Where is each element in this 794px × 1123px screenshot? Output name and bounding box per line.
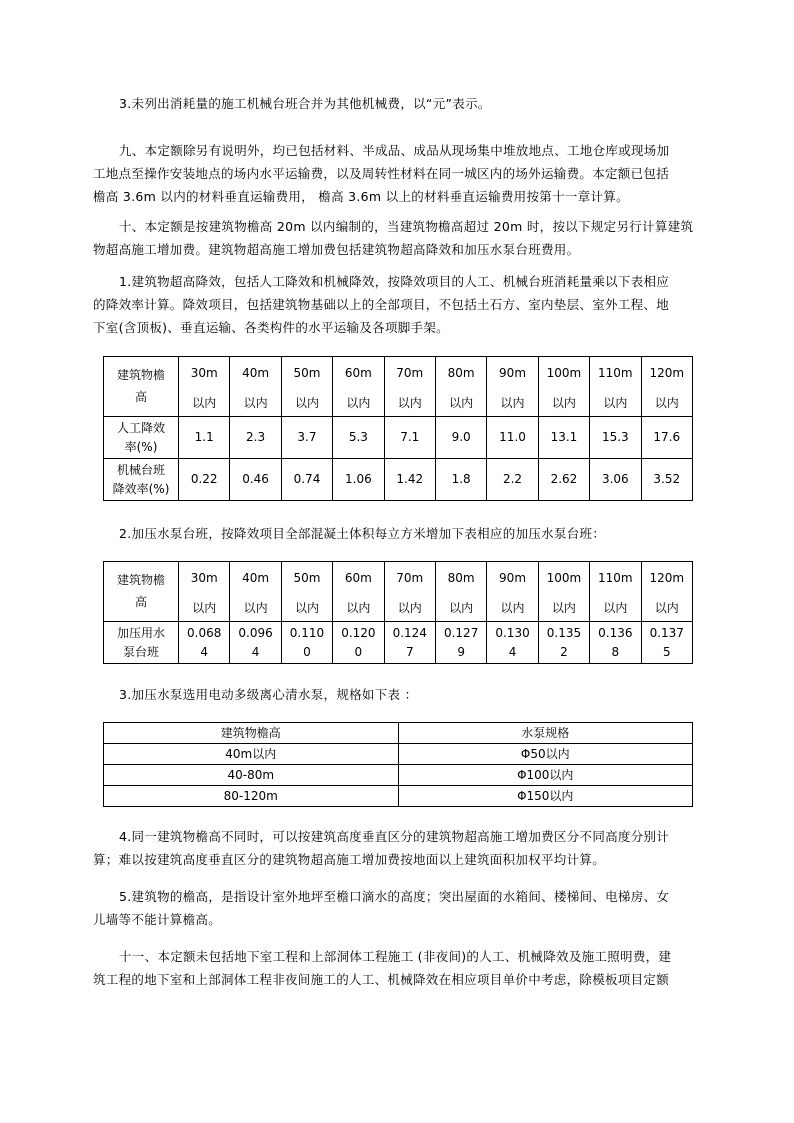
- value-cell: 0.096 4: [230, 622, 281, 664]
- height-header-cell: 40m 以内: [230, 357, 281, 417]
- text-line: 2.加压水泵台班，按降效项目全部混凝土体积每立方米增加下表相应的加压水泵台班：: [119, 526, 606, 541]
- value-cell: 0.127 9: [435, 622, 486, 664]
- pump-spec-table: [103, 722, 693, 807]
- value-cell: 11.0: [487, 417, 538, 459]
- paragraph-10-3-pump-spec: [93, 683, 693, 706]
- value-cell: Φ100以内: [398, 765, 693, 786]
- value-cell: 1.8: [435, 459, 486, 501]
- value-cell: 0.137 5: [641, 622, 692, 664]
- value-cell: 5.3: [333, 417, 384, 459]
- height-header-cell: 60m 以内: [333, 357, 384, 417]
- value-cell: Φ50以内: [398, 744, 693, 765]
- text-line: 3.未列出消耗量的施工机械台班合并为其他机械费，以“元”表示。: [119, 96, 491, 111]
- height-header-cell: 90m 以内: [487, 357, 538, 417]
- column-header: 水泵规格: [398, 723, 693, 744]
- table-row: [104, 417, 693, 459]
- text-line: 下室(含顶板)、垂直运输、各类构件的水平运输及各项脚手架。: [93, 320, 449, 335]
- height-header-cell: 50m 以内: [281, 357, 332, 417]
- column-header: 建筑物檐高: [104, 723, 399, 744]
- text-line: 十一、本定额未包括地下室工程和上部洞体工程施工 (非夜间)的人工、机械降效及施工照明费，建: [119, 949, 672, 964]
- row-label-cell: 加压用水 泵台班: [104, 622, 179, 664]
- value-cell: 2.2: [487, 459, 538, 501]
- height-header-cell: 70m 以内: [384, 562, 435, 622]
- table-row: [104, 765, 693, 786]
- text-line: 筑工程的地下室和上部洞体工程非夜间施工的人工、机械降效在相应项目单价中考虑，除模板项目定额: [93, 972, 670, 987]
- height-header-cell: 100m 以内: [538, 357, 589, 417]
- height-header-cell: 120m 以内: [641, 562, 692, 622]
- table-row: [104, 786, 693, 807]
- value-cell: 0.22: [179, 459, 230, 501]
- value-cell: 0.068 4: [179, 622, 230, 664]
- height-header-cell: 60m 以内: [333, 562, 384, 622]
- height-header-cell: 110m 以内: [590, 562, 641, 622]
- value-cell: 2.3: [230, 417, 281, 459]
- height-header-cell: 30m 以内: [179, 357, 230, 417]
- height-header-cell: 80m 以内: [435, 357, 486, 417]
- text-line: 工地点至操作安装地点的场内水平运输费，以及周转性材料在同一城区内的场外运输费。本定额已包括: [93, 166, 670, 181]
- value-cell: 15.3: [590, 417, 641, 459]
- value-cell: 17.6: [641, 417, 692, 459]
- value-cell: 0.46: [230, 459, 281, 501]
- value-cell: 0.135 2: [538, 622, 589, 664]
- height-header-cell: 70m 以内: [384, 357, 435, 417]
- efficiency-table: [103, 356, 693, 501]
- text-line: 九、本定额除另有说明外，均已包括材料、半成品、成品从现场集中堆放地点、工地仓库或现场加: [119, 143, 670, 158]
- paragraph-3-machinery: [93, 92, 693, 115]
- height-header-cell: 100m 以内: [538, 562, 589, 622]
- paragraph-10-5-eave-height: [93, 885, 693, 931]
- text-line: 儿墙等不能计算檐高。: [93, 912, 222, 927]
- table-row: [104, 622, 693, 664]
- value-cell: 0.130 4: [487, 622, 538, 664]
- value-cell: 13.1: [538, 417, 589, 459]
- text-line: 檐高 3.6m 以内的材料垂直运输费用， 檐高 3.6m 以上的材料垂直运输费用按第十一章计算。: [93, 189, 629, 204]
- height-header-cell: 50m 以内: [281, 562, 332, 622]
- paragraph-10-2-pump: [93, 522, 693, 545]
- text-line: 算；难以按建筑高度垂直区分的建筑物超高施工增加费按地面以上建筑面积加权平均计算。: [93, 852, 606, 867]
- value-cell: 0.110 0: [281, 622, 332, 664]
- value-cell: 0.136 8: [590, 622, 641, 664]
- height-header-cell: 120m 以内: [641, 357, 692, 417]
- paragraph-10-height: [93, 215, 693, 261]
- height-header-cell: 90m 以内: [487, 562, 538, 622]
- table-row: [104, 744, 693, 765]
- value-cell: 1.42: [384, 459, 435, 501]
- row-label-cell: 人工降效 率(%): [104, 417, 179, 459]
- value-cell: 7.1: [384, 417, 435, 459]
- row-label-cell: 机械台班 降效率(%): [104, 459, 179, 501]
- value-cell: 40m以内: [104, 744, 399, 765]
- header-label-cell: 建筑物檐 高: [104, 357, 179, 417]
- text-line: 3.加压水泵选用电动多级离心清水泵，规格如下表 ：: [119, 687, 418, 702]
- value-cell: 80-120m: [104, 786, 399, 807]
- value-cell: Φ150以内: [398, 786, 693, 807]
- table-header-row: [104, 357, 693, 417]
- table-header-row: [104, 723, 693, 744]
- text-line: 5.建筑物的檐高，是指设计室外地坪至檐口滴水的高度；突出屋面的水箱间、楼梯间、电梯房、女: [119, 889, 670, 904]
- header-label-cell: 建筑物檐 高: [104, 562, 179, 622]
- height-header-cell: 110m 以内: [590, 357, 641, 417]
- value-cell: 9.0: [435, 417, 486, 459]
- value-cell: 1.06: [333, 459, 384, 501]
- value-cell: 3.7: [281, 417, 332, 459]
- value-cell: 1.1: [179, 417, 230, 459]
- value-cell: 3.06: [590, 459, 641, 501]
- paragraph-9-transport: [93, 139, 693, 208]
- table-row: [104, 459, 693, 501]
- value-cell: 2.62: [538, 459, 589, 501]
- text-line: 的降效率计算。降效项目，包括建筑物基础以上的全部项目，不包括土石方、室内垫层、室外工程、地: [93, 297, 670, 312]
- text-line: 十、本定额是按建筑物檐高 20m 以内编制的，当建筑物檐高超过 20m 时，按以下规定另行计算建筑: [119, 219, 694, 234]
- paragraph-11-basement: [93, 945, 693, 991]
- value-cell: 0.120 0: [333, 622, 384, 664]
- value-cell: 0.74: [281, 459, 332, 501]
- height-header-cell: 30m 以内: [179, 562, 230, 622]
- table-header-row: [104, 562, 693, 622]
- value-cell: 0.124 7: [384, 622, 435, 664]
- height-header-cell: 80m 以内: [435, 562, 486, 622]
- height-header-cell: 40m 以内: [230, 562, 281, 622]
- paragraph-10-4-mixed-height: [93, 825, 693, 871]
- value-cell: 3.52: [641, 459, 692, 501]
- text-line: 4.同一建筑物檐高不同时，可以按建筑高度垂直区分的建筑物超高施工增加费区分不同高度分别计: [119, 829, 670, 844]
- text-line: 1.建筑物超高降效，包括人工降效和机械降效，按降效项目的人工、机械台班消耗量乘以下表相应: [119, 274, 670, 289]
- pump-shift-table: [103, 561, 693, 664]
- value-cell: 40-80m: [104, 765, 399, 786]
- paragraph-10-1-efficiency: [93, 270, 693, 339]
- text-line: 物超高施工增加费。建筑物超高施工增加费包括建筑物超高降效和加压水泵台班费用。: [93, 242, 580, 257]
